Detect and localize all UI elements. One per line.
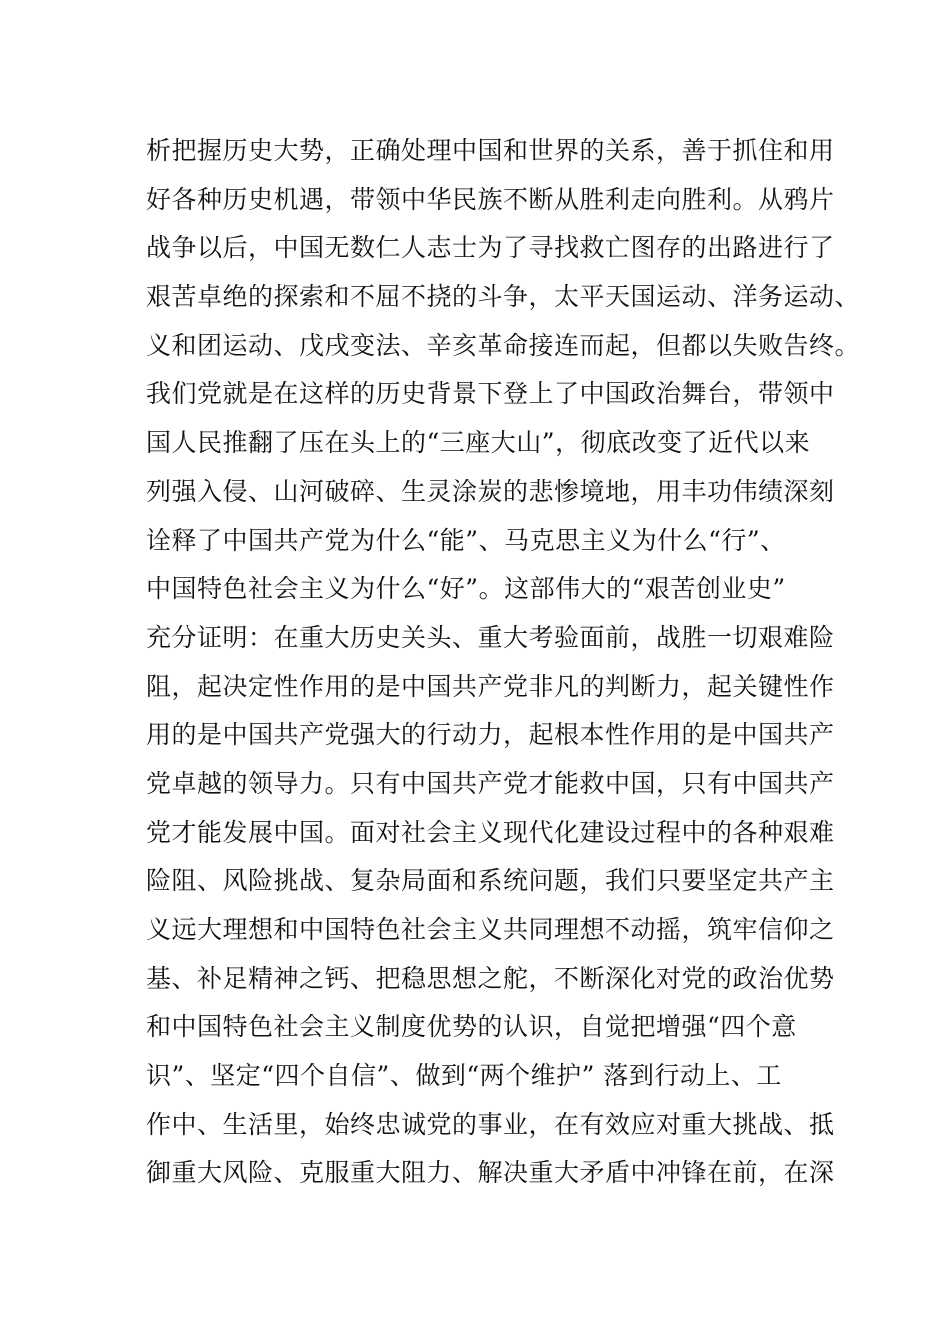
text-line: 识”、坚定“四个自信”、做到“两个维护” 落到行动上、工 (146, 1061, 782, 1091)
text-line: 和中国特色社会主义制度优势的认识，自觉把增强“四个意 (146, 1012, 797, 1042)
text-line: 战争以后，中国无数仁人志士为了寻找救亡图存的出路进行了 (146, 233, 835, 263)
text-line: 党才能发展中国。面对社会主义现代化建设过程中的各种艰难 (146, 817, 835, 847)
text-line: 用的是中国共产党强大的行动力，起根本性作用的是中国共产 (146, 720, 835, 750)
text-line: 艰苦卓绝的探索和不屈不挠的斗争，太平天国运动、洋务运动、 (146, 282, 861, 312)
text-line: 列强入侵、山河破碎、生灵涂炭的悲惨境地，用丰功伟绩深刻 (146, 476, 835, 506)
text-line: 作中、生活里，始终忠诚党的事业，在有效应对重大挑战、抵 (146, 1109, 835, 1139)
text-line: 析把握历史大势，正确处理中国和世界的关系，善于抓住和用 (146, 136, 835, 165)
text-line: 义和团运动、戊戌变法、辛亥革命接连而起，但都以失败告终。 (146, 330, 861, 360)
text-line: 诠释了中国共产党为什么“能”、马克思主义为什么“行”、 (146, 525, 786, 555)
text-line: 义远大理想和中国特色社会主义共同理想不动摇，筑牢信仰之 (146, 915, 835, 944)
text-line: 御重大风险、克服重大阻力、解决重大矛盾中冲锋在前，在深 (146, 1158, 835, 1188)
body-text (146, 127, 861, 1198)
text-line: 险阻、风险挑战、复杂局面和系统问题，我们只要坚定共产主 (146, 866, 835, 896)
text-line: 国人民推翻了压在头上的“三座大山”，彻底改变了近代以来 (146, 428, 811, 458)
text-line: 充分证明：在重大历史关头、重大考验面前，战胜一切艰难险 (146, 622, 835, 652)
text-line: 基、补足精神之钙、把稳思想之舵，不断深化对党的政治优势 (146, 963, 835, 993)
text-line: 好各种历史机遇，带领中华民族不断从胜利走向胜利。从鸦片 (146, 184, 835, 214)
text-line: 我们党就是在这样的历史背景下登上了中国政治舞台，带领中 (146, 379, 835, 409)
text-line: 阻，起决定性作用的是中国共产党非凡的判断力，起关键性作 (146, 671, 835, 701)
text-line: 中国特色社会主义为什么“好”。这部伟大的“艰苦创业史” (146, 574, 786, 604)
text-line: 党卓越的领导力。只有中国共产党才能救中国，只有中国共产 (146, 768, 835, 798)
